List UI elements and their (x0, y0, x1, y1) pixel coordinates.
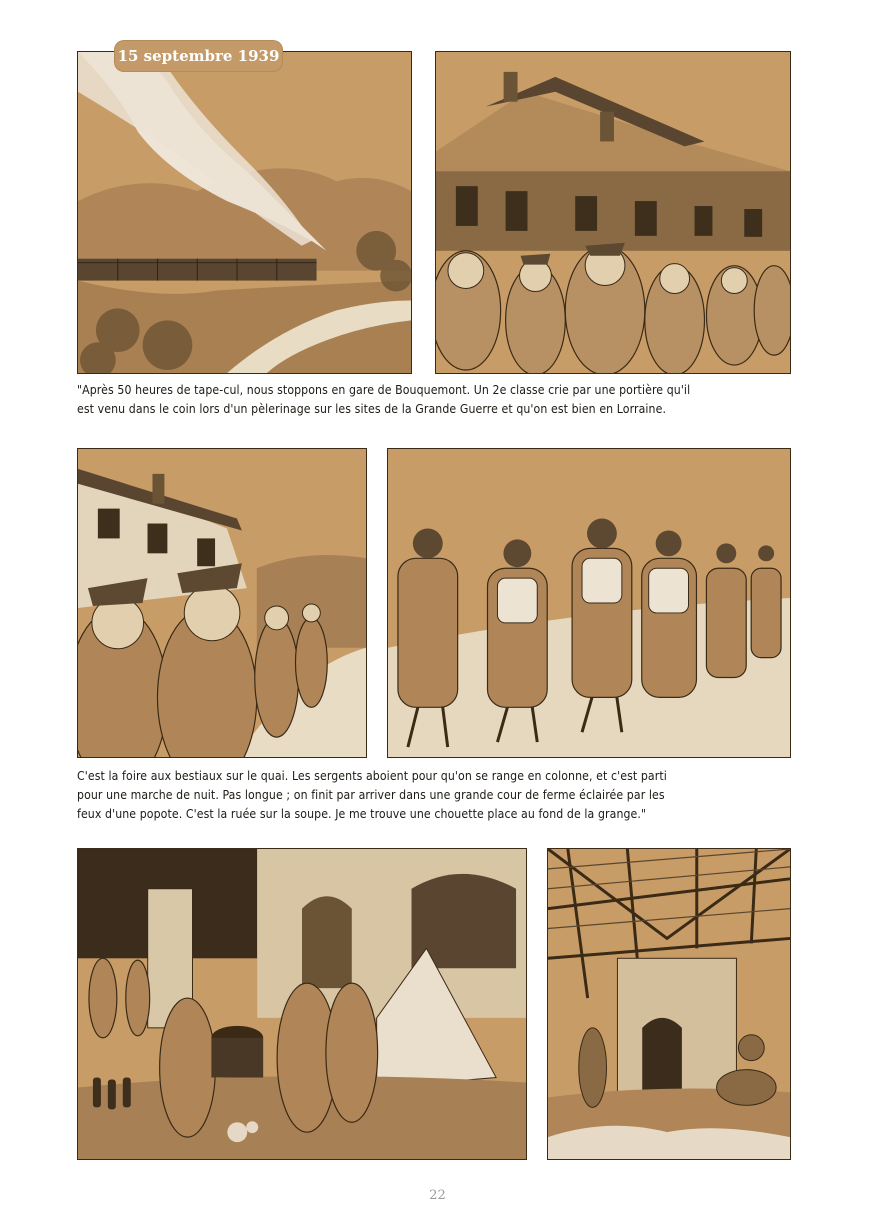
narration-line: feux d'une popote. C'est la ruée sur la soupe. Je me trouve une chouette place au fond de la grange." (77, 807, 647, 821)
narration-line: est venu dans le coin lors d'un pèlerinage sur les sites de la Grande Guerre et qu'on est bien en Lorraine. (77, 402, 667, 416)
panel-station-soldiers (435, 51, 791, 374)
narration-line: "Après 50 heures de tape-cul, nous stoppons en gare de Bouquemont. Un 2e classe crie par une portière qu'il (77, 383, 691, 397)
panel-train-landscape (77, 51, 412, 374)
narration-box-2 (77, 767, 667, 824)
panel-barn-interior (547, 848, 791, 1160)
panel-village-column (77, 448, 367, 758)
page-number: 22 (429, 1188, 446, 1203)
date-caption: 15 septembre 1939 (115, 41, 282, 71)
narration-box-1 (77, 381, 690, 419)
narration-line: C'est la foire aux bestiaux sur le quai. Les sergents aboient pour qu'on se range en colonne, et c'est parti (77, 769, 667, 783)
panel-marching-column (387, 448, 791, 758)
narration-line: pour une marche de nuit. Pas longue ; on finit par arriver dans une grande cour de ferme éclairée par les (77, 788, 665, 802)
panel-farm-courtyard (77, 848, 527, 1160)
